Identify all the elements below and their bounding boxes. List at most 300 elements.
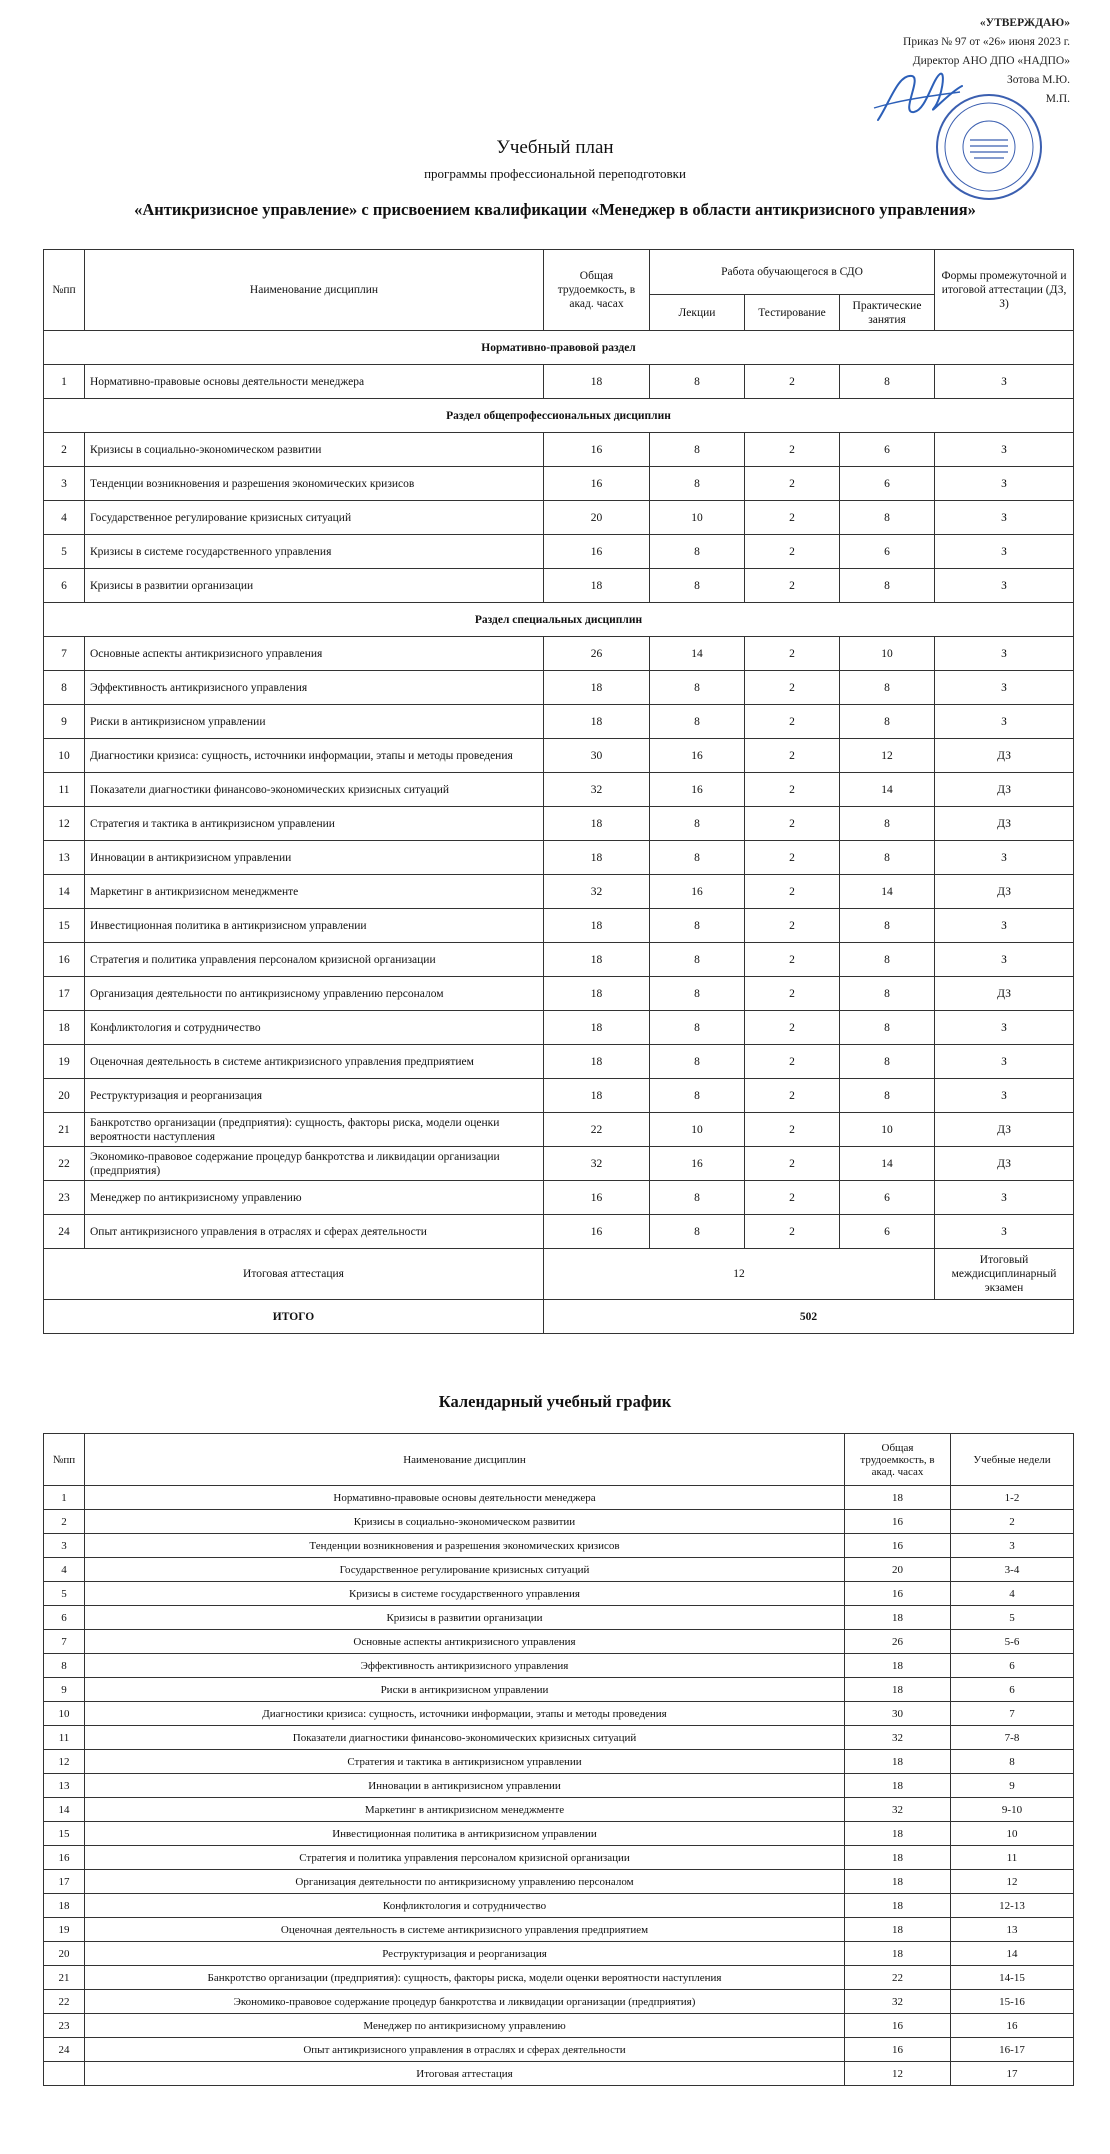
row-name: Диагностики кризиса: сущность, источники информации, этапы и методы проведения xyxy=(85,739,544,773)
calendar-row xyxy=(44,1774,1074,1798)
row-lectures: 8 xyxy=(650,1215,745,1249)
cal-hours: 18 xyxy=(845,1774,951,1798)
calendar-row xyxy=(44,1486,1074,1510)
cal-hours: 16 xyxy=(845,2014,951,2038)
table-row xyxy=(44,365,1074,399)
section-title: Раздел общепрофессиональных дисциплин xyxy=(44,399,1074,433)
header-num: №пп xyxy=(44,250,85,331)
calendar-row xyxy=(44,1990,1074,2014)
row-tests: 2 xyxy=(745,909,840,943)
cal-header-name: Наименование дисциплин xyxy=(85,1434,845,1486)
row-practice: 14 xyxy=(840,773,935,807)
cal-header-num: №пп xyxy=(44,1434,85,1486)
row-lectures: 14 xyxy=(650,637,745,671)
table-row xyxy=(44,943,1074,977)
row-hours: 18 xyxy=(544,569,650,603)
row-practice: 8 xyxy=(840,671,935,705)
calendar-row xyxy=(44,1606,1074,1630)
cal-num: 12 xyxy=(44,1750,85,1774)
row-practice: 6 xyxy=(840,1181,935,1215)
row-practice: 14 xyxy=(840,875,935,909)
row-hours: 18 xyxy=(544,909,650,943)
row-name: Основные аспекты антикризисного управления xyxy=(85,637,544,671)
cal-hours: 18 xyxy=(845,1822,951,1846)
row-form: З xyxy=(935,841,1074,875)
cal-name: Экономико-правовое содержание процедур банкротства и ликвидации организации (предприятия) xyxy=(85,1990,845,2014)
row-practice: 8 xyxy=(840,501,935,535)
row-lectures: 8 xyxy=(650,467,745,501)
row-num: 15 xyxy=(44,909,85,943)
cal-hours: 32 xyxy=(845,1726,951,1750)
row-num: 7 xyxy=(44,637,85,671)
cal-num: 6 xyxy=(44,1606,85,1630)
row-tests: 2 xyxy=(745,1011,840,1045)
row-tests: 2 xyxy=(745,1181,840,1215)
cal-weeks: 11 xyxy=(951,1846,1074,1870)
cal-weeks: 15-16 xyxy=(951,1990,1074,2014)
approval-stamp-place: М.П. xyxy=(1045,93,1070,105)
row-form: ДЗ xyxy=(935,875,1074,909)
row-num: 13 xyxy=(44,841,85,875)
row-name: Кризисы в социально-экономическом развитии xyxy=(85,433,544,467)
cal-hours: 22 xyxy=(845,1966,951,1990)
row-name: Нормативно-правовые основы деятельности менеджера xyxy=(85,365,544,399)
cal-weeks: 9-10 xyxy=(951,1798,1074,1822)
cal-weeks: 6 xyxy=(951,1654,1074,1678)
cal-name: Стратегия и тактика в антикризисном управлении xyxy=(85,1750,845,1774)
row-form: З xyxy=(935,1181,1074,1215)
cal-name: Инновации в антикризисном управлении xyxy=(85,1774,845,1798)
row-hours: 32 xyxy=(544,875,650,909)
cal-hours: 16 xyxy=(845,2038,951,2062)
header-hours: Общая трудоемкость, в акад. часах xyxy=(544,250,650,331)
calendar-row xyxy=(44,2014,1074,2038)
cal-weeks: 7-8 xyxy=(951,1726,1074,1750)
row-num: 21 xyxy=(44,1113,85,1147)
row-name: Показатели диагностики финансово-экономических кризисных ситуаций xyxy=(85,773,544,807)
table-row xyxy=(44,1079,1074,1113)
document-subtitle: программы профессиональной переподготовки xyxy=(424,166,686,181)
row-name: Банкротство организации (предприятия): сущность, факторы риска, модели оценки вероятности наступления xyxy=(85,1113,544,1147)
row-num: 22 xyxy=(44,1147,85,1181)
cal-weeks: 3-4 xyxy=(951,1558,1074,1582)
row-hours: 18 xyxy=(544,705,650,739)
row-lectures: 8 xyxy=(650,1045,745,1079)
calendar-row xyxy=(44,1558,1074,1582)
row-lectures: 8 xyxy=(650,671,745,705)
cal-weeks: 3 xyxy=(951,1534,1074,1558)
calendar-row xyxy=(44,1822,1074,1846)
row-lectures: 16 xyxy=(650,875,745,909)
row-form: З xyxy=(935,1045,1074,1079)
row-name: Опыт антикризисного управления в отраслях и сферах деятельности xyxy=(85,1215,544,1249)
calendar-title: Календарный учебный график xyxy=(438,1392,672,1411)
row-num: 23 xyxy=(44,1181,85,1215)
calendar-row xyxy=(44,1870,1074,1894)
row-num: 18 xyxy=(44,1011,85,1045)
cal-num: 18 xyxy=(44,1894,85,1918)
table-row xyxy=(44,977,1074,1011)
row-lectures: 16 xyxy=(650,1147,745,1181)
calendar-header-row xyxy=(44,1434,1074,1486)
row-hours: 18 xyxy=(544,1011,650,1045)
row-practice: 8 xyxy=(840,841,935,875)
cal-weeks: 2 xyxy=(951,1510,1074,1534)
section-row xyxy=(44,603,1074,637)
row-hours: 26 xyxy=(544,637,650,671)
row-name: Стратегия и тактика в антикризисном управлении xyxy=(85,807,544,841)
table-row xyxy=(44,773,1074,807)
row-tests: 2 xyxy=(745,705,840,739)
row-tests: 2 xyxy=(745,875,840,909)
cal-name: Стратегия и политика управления персоналом кризисной организации xyxy=(85,1846,845,1870)
row-hours: 16 xyxy=(544,1181,650,1215)
row-form: ДЗ xyxy=(935,1113,1074,1147)
row-num: 16 xyxy=(44,943,85,977)
cal-name: Кризисы в развитии организации xyxy=(85,1606,845,1630)
row-tests: 2 xyxy=(745,467,840,501)
calendar-row xyxy=(44,1702,1074,1726)
cal-hours: 16 xyxy=(845,1582,951,1606)
row-hours: 16 xyxy=(544,433,650,467)
row-hours: 30 xyxy=(544,739,650,773)
row-practice: 10 xyxy=(840,1113,935,1147)
row-lectures: 8 xyxy=(650,943,745,977)
calendar-row xyxy=(44,1630,1074,1654)
row-name: Организация деятельности по антикризисному управлению персоналом xyxy=(85,977,544,1011)
cal-name: Оценочная деятельность в системе антикризисного управления предприятием xyxy=(85,1918,845,1942)
row-hours: 18 xyxy=(544,1079,650,1113)
row-practice: 14 xyxy=(840,1147,935,1181)
row-num: 14 xyxy=(44,875,85,909)
row-num: 10 xyxy=(44,739,85,773)
cal-num: 22 xyxy=(44,1990,85,2014)
table-row xyxy=(44,671,1074,705)
table-row xyxy=(44,433,1074,467)
cal-name: Диагностики кризиса: сущность, источники информации, этапы и методы проведения xyxy=(85,1702,845,1726)
cal-num: 19 xyxy=(44,1918,85,1942)
cal-num: 1 xyxy=(44,1486,85,1510)
calendar-row xyxy=(44,1942,1074,1966)
row-name: Реструктуризация и реорганизация xyxy=(85,1079,544,1113)
calendar-table xyxy=(43,1433,1074,2086)
table-row xyxy=(44,1113,1074,1147)
row-name: Кризисы в системе государственного управления xyxy=(85,535,544,569)
approval-order: Приказ № 97 от «26» июня 2023 г. xyxy=(903,36,1070,48)
row-name: Государственное регулирование кризисных ситуаций xyxy=(85,501,544,535)
cal-num: 16 xyxy=(44,1846,85,1870)
cal-weeks: 7 xyxy=(951,1702,1074,1726)
row-form: З xyxy=(935,637,1074,671)
cal-name: Нормативно-правовые основы деятельности менеджера xyxy=(85,1486,845,1510)
row-form: З xyxy=(935,569,1074,603)
cal-hours: 18 xyxy=(845,1678,951,1702)
cal-hours: 12 xyxy=(845,2062,951,2086)
row-lectures: 8 xyxy=(650,909,745,943)
row-num: 1 xyxy=(44,365,85,399)
row-name: Маркетинг в антикризисном менеджменте xyxy=(85,875,544,909)
study-plan-table xyxy=(43,249,1074,1334)
row-num: 20 xyxy=(44,1079,85,1113)
cal-weeks: 8 xyxy=(951,1750,1074,1774)
cal-num: 14 xyxy=(44,1798,85,1822)
cal-weeks: 5 xyxy=(951,1606,1074,1630)
row-hours: 16 xyxy=(544,467,650,501)
final-attestation-row xyxy=(44,1249,1074,1300)
row-tests: 2 xyxy=(745,1147,840,1181)
cal-num: 17 xyxy=(44,1870,85,1894)
calendar-row xyxy=(44,1798,1074,1822)
cal-name: Менеджер по антикризисному управлению xyxy=(85,2014,845,2038)
final-attestation-hours: 12 xyxy=(544,1249,935,1300)
table-row xyxy=(44,1011,1074,1045)
cal-weeks: 9 xyxy=(951,1774,1074,1798)
row-tests: 2 xyxy=(745,1079,840,1113)
row-tests: 2 xyxy=(745,569,840,603)
row-form: З xyxy=(935,501,1074,535)
cal-hours: 30 xyxy=(845,1702,951,1726)
cal-hours: 18 xyxy=(845,1750,951,1774)
cal-weeks: 13 xyxy=(951,1918,1074,1942)
cal-name: Эффективность антикризисного управления xyxy=(85,1654,845,1678)
calendar-final-row xyxy=(44,2062,1074,2086)
approval-title: «УТВЕРЖДАЮ» xyxy=(979,17,1070,29)
calendar-row xyxy=(44,1510,1074,1534)
row-tests: 2 xyxy=(745,671,840,705)
row-lectures: 8 xyxy=(650,1011,745,1045)
row-tests: 2 xyxy=(745,841,840,875)
cal-num: 7 xyxy=(44,1630,85,1654)
calendar-row xyxy=(44,1846,1074,1870)
row-name: Конфликтология и сотрудничество xyxy=(85,1011,544,1045)
cal-hours: 16 xyxy=(845,1510,951,1534)
row-form: ДЗ xyxy=(935,773,1074,807)
table-row xyxy=(44,705,1074,739)
row-name: Инновации в антикризисном управлении xyxy=(85,841,544,875)
row-num: 4 xyxy=(44,501,85,535)
row-hours: 18 xyxy=(544,841,650,875)
row-lectures: 8 xyxy=(650,569,745,603)
cal-num: 23 xyxy=(44,2014,85,2038)
row-num: 12 xyxy=(44,807,85,841)
calendar-row xyxy=(44,1582,1074,1606)
calendar-row xyxy=(44,1726,1074,1750)
row-tests: 2 xyxy=(745,501,840,535)
cal-hours: 18 xyxy=(845,1894,951,1918)
row-tests: 2 xyxy=(745,739,840,773)
row-tests: 2 xyxy=(745,1113,840,1147)
header-name: Наименование дисциплин xyxy=(85,250,544,331)
row-practice: 8 xyxy=(840,1011,935,1045)
row-lectures: 8 xyxy=(650,841,745,875)
row-form: З xyxy=(935,1215,1074,1249)
table-row xyxy=(44,909,1074,943)
row-num: 2 xyxy=(44,433,85,467)
row-form: З xyxy=(935,365,1074,399)
row-form: ДЗ xyxy=(935,977,1074,1011)
row-hours: 18 xyxy=(544,977,650,1011)
row-name: Тенденции возникновения и разрешения экономических кризисов xyxy=(85,467,544,501)
calendar-row xyxy=(44,1654,1074,1678)
row-hours: 18 xyxy=(544,807,650,841)
row-name: Менеджер по антикризисному управлению xyxy=(85,1181,544,1215)
cal-hours: 32 xyxy=(845,1798,951,1822)
row-tests: 2 xyxy=(745,433,840,467)
table-row xyxy=(44,739,1074,773)
row-tests: 2 xyxy=(745,1045,840,1079)
row-tests: 2 xyxy=(745,977,840,1011)
row-num: 24 xyxy=(44,1215,85,1249)
cal-name: Риски в антикризисном управлении xyxy=(85,1678,845,1702)
cal-num: 13 xyxy=(44,1774,85,1798)
cal-hours: 20 xyxy=(845,1558,951,1582)
row-hours: 22 xyxy=(544,1113,650,1147)
calendar-row xyxy=(44,2038,1074,2062)
cal-name: Опыт антикризисного управления в отраслях и сферах деятельности xyxy=(85,2038,845,2062)
row-num: 19 xyxy=(44,1045,85,1079)
row-tests: 2 xyxy=(745,535,840,569)
cal-num: 11 xyxy=(44,1726,85,1750)
cal-header-weeks: Учебные недели xyxy=(951,1434,1074,1486)
calendar-row xyxy=(44,1966,1074,1990)
row-practice: 6 xyxy=(840,467,935,501)
row-form: З xyxy=(935,705,1074,739)
row-practice: 8 xyxy=(840,1045,935,1079)
row-hours: 32 xyxy=(544,773,650,807)
calendar-row xyxy=(44,1678,1074,1702)
section-title: Раздел специальных дисциплин xyxy=(44,603,1074,637)
row-tests: 2 xyxy=(745,365,840,399)
cal-header-hours: Общая трудоемкость, в акад. часах xyxy=(845,1434,951,1486)
cal-name: Конфликтология и сотрудничество xyxy=(85,1894,845,1918)
cal-hours: 18 xyxy=(845,1918,951,1942)
cal-num xyxy=(44,2062,85,2086)
row-lectures: 16 xyxy=(650,739,745,773)
row-lectures: 16 xyxy=(650,773,745,807)
row-num: 11 xyxy=(44,773,85,807)
table-row xyxy=(44,1181,1074,1215)
cal-num: 8 xyxy=(44,1654,85,1678)
row-hours: 18 xyxy=(544,671,650,705)
final-attestation-label: Итоговая аттестация xyxy=(44,1249,544,1300)
cal-num: 20 xyxy=(44,1942,85,1966)
row-form: З xyxy=(935,467,1074,501)
cal-name: Банкротство организации (предприятия): сущность, факторы риска, модели оценки вероятности наступления xyxy=(85,1966,845,1990)
row-lectures: 8 xyxy=(650,1181,745,1215)
row-num: 3 xyxy=(44,467,85,501)
cal-hours: 18 xyxy=(845,1942,951,1966)
cal-weeks: 16 xyxy=(951,2014,1074,2038)
cal-name: Кризисы в системе государственного управления xyxy=(85,1582,845,1606)
cal-name: Инвестиционная политика в антикризисном управлении xyxy=(85,1822,845,1846)
row-lectures: 8 xyxy=(650,1079,745,1113)
row-hours: 16 xyxy=(544,1215,650,1249)
cal-num: 10 xyxy=(44,1702,85,1726)
row-practice: 8 xyxy=(840,569,935,603)
cal-name: Кризисы в социально-экономическом развитии xyxy=(85,1510,845,1534)
row-form: З xyxy=(935,671,1074,705)
calendar-row xyxy=(44,1534,1074,1558)
row-lectures: 10 xyxy=(650,1113,745,1147)
table-row xyxy=(44,841,1074,875)
row-lectures: 8 xyxy=(650,535,745,569)
header-lectures: Лекции xyxy=(650,295,745,331)
cal-weeks: 4 xyxy=(951,1582,1074,1606)
row-practice: 8 xyxy=(840,365,935,399)
cal-hours: 32 xyxy=(845,1990,951,2014)
row-name: Оценочная деятельность в системе антикризисного управления предприятием xyxy=(85,1045,544,1079)
row-name: Экономико-правовое содержание процедур банкротства и ликвидации организации (предприятия) xyxy=(85,1147,544,1181)
row-name: Инвестиционная политика в антикризисном управлении xyxy=(85,909,544,943)
row-lectures: 8 xyxy=(650,433,745,467)
cal-num: 9 xyxy=(44,1678,85,1702)
cal-hours: 18 xyxy=(845,1846,951,1870)
cal-hours: 26 xyxy=(845,1630,951,1654)
cal-weeks: 5-6 xyxy=(951,1630,1074,1654)
table-row xyxy=(44,875,1074,909)
row-practice: 8 xyxy=(840,909,935,943)
cal-hours: 18 xyxy=(845,1606,951,1630)
header-practice: Практические занятия xyxy=(840,295,935,331)
table-row xyxy=(44,501,1074,535)
row-form: З xyxy=(935,1079,1074,1113)
table-row xyxy=(44,467,1074,501)
row-form: З xyxy=(935,943,1074,977)
cal-num: 3 xyxy=(44,1534,85,1558)
section-title: Нормативно-правовой раздел xyxy=(44,331,1074,365)
row-form: З xyxy=(935,433,1074,467)
table-row xyxy=(44,569,1074,603)
row-lectures: 10 xyxy=(650,501,745,535)
cal-weeks: 1-2 xyxy=(951,1486,1074,1510)
cal-weeks: 14 xyxy=(951,1942,1074,1966)
cal-weeks: 16-17 xyxy=(951,2038,1074,2062)
plan-header-row xyxy=(44,250,1074,295)
cal-weeks: 6 xyxy=(951,1678,1074,1702)
row-lectures: 8 xyxy=(650,705,745,739)
calendar-row xyxy=(44,1894,1074,1918)
final-attestation-form: Итоговый междисциплинарный экзамен xyxy=(935,1249,1074,1300)
row-name: Риски в антикризисном управлении xyxy=(85,705,544,739)
total-row xyxy=(44,1300,1074,1334)
row-form: ДЗ xyxy=(935,807,1074,841)
row-practice: 10 xyxy=(840,637,935,671)
row-hours: 20 xyxy=(544,501,650,535)
row-lectures: 8 xyxy=(650,977,745,1011)
cal-num: 21 xyxy=(44,1966,85,1990)
cal-hours: 18 xyxy=(845,1654,951,1678)
cal-weeks: 17 xyxy=(951,2062,1074,2086)
row-tests: 2 xyxy=(745,807,840,841)
row-tests: 2 xyxy=(745,637,840,671)
cal-name: Государственное регулирование кризисных ситуаций xyxy=(85,1558,845,1582)
table-row xyxy=(44,535,1074,569)
row-hours: 18 xyxy=(544,365,650,399)
cal-name: Основные аспекты антикризисного управления xyxy=(85,1630,845,1654)
header-tests: Тестирование xyxy=(745,295,840,331)
row-tests: 2 xyxy=(745,773,840,807)
row-practice: 6 xyxy=(840,1215,935,1249)
header-work: Работа обучающегося в СДО xyxy=(650,250,935,295)
row-hours: 32 xyxy=(544,1147,650,1181)
row-form: ДЗ xyxy=(935,1147,1074,1181)
row-practice: 8 xyxy=(840,943,935,977)
row-tests: 2 xyxy=(745,1215,840,1249)
row-hours: 18 xyxy=(544,943,650,977)
table-row xyxy=(44,637,1074,671)
table-row xyxy=(44,1147,1074,1181)
document-title: Учебный план xyxy=(496,137,614,158)
